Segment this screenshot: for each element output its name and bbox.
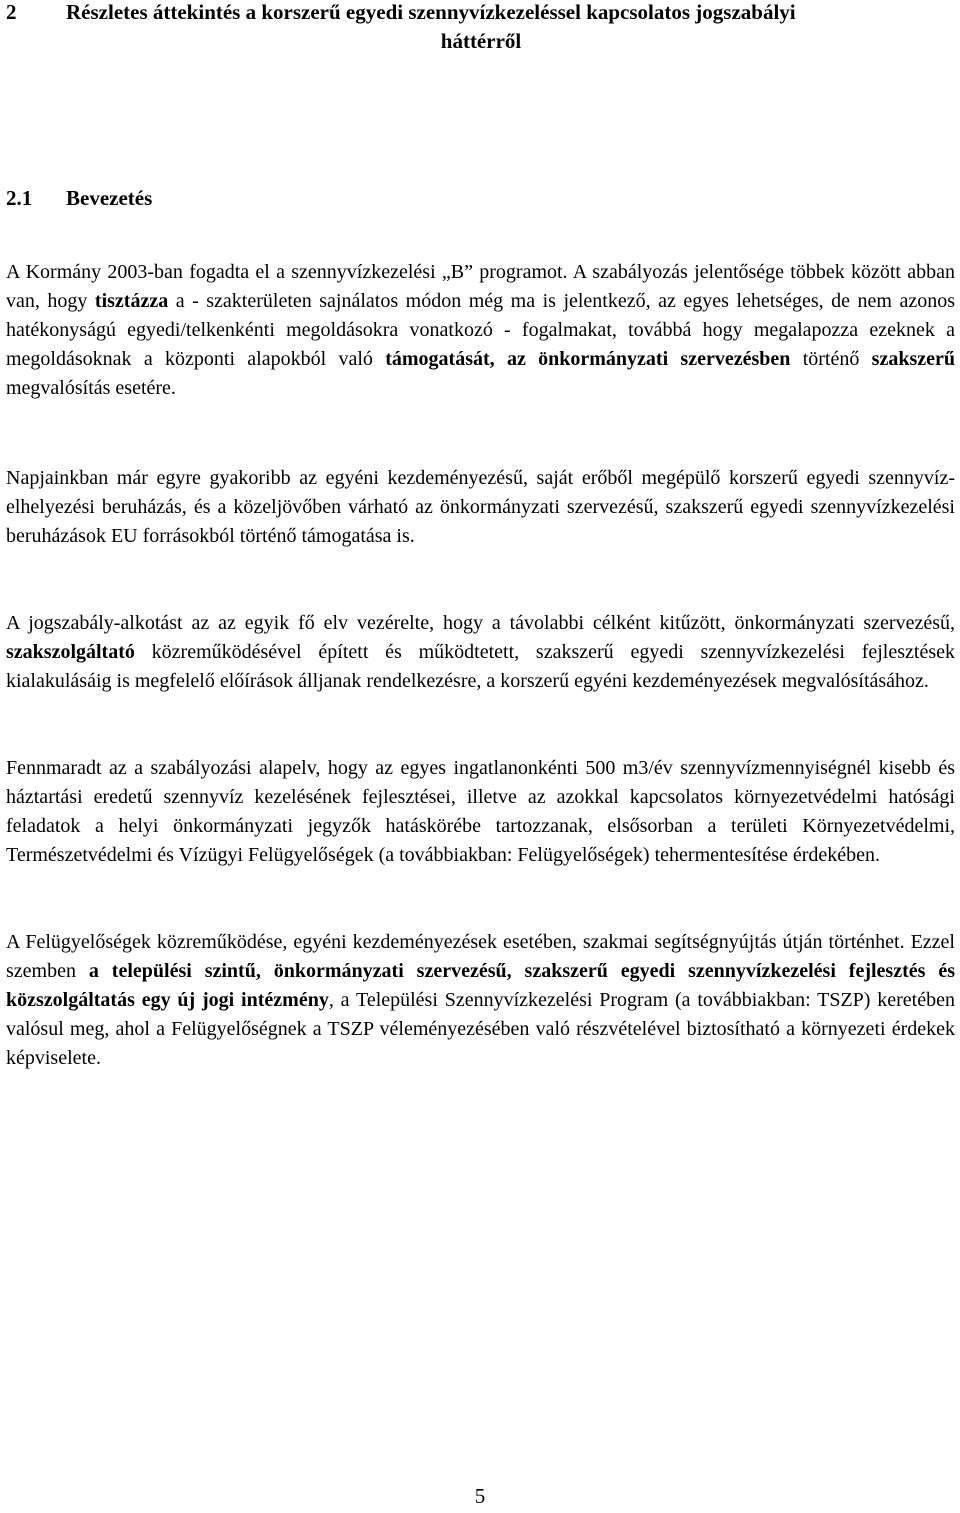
text-run: Napjainkban már egyre gyakoribb az egyéni kezdeményezésű, saját erőből megépülő korszerű egyedi szennyvíz-elhelyezési beruházás, és a közeljövőben várható az önkormányzati szervezésű, szakszerű egyedi szennyvízkezelési beruházások EU forrásokból történő támogatása is. (6, 467, 955, 547)
paragraph (6, 609, 955, 696)
bold-text-run: a települési szintű, önkormányzati szervezésű, szakszerű egyedi szennyvízkezelési fejlesztés és közszolgáltatás egy új jogi intézmény (6, 960, 955, 1011)
section-title-line-1: Részletes áttekintés a korszerű egyedi szennyvízkezeléssel kapcsolatos jogszabályi (66, 0, 796, 24)
text-run: megvalósítás esetére. (6, 377, 176, 399)
text-run: közreműködésével épített és működtetett, szakszerű egyedi szennyvízkezelési fejlesztések kialakulásáig is megfelelő előírások álljanak rendelkezésre, a korszerű egyéni kezdeményezések megvalósításához. (6, 641, 955, 692)
paragraph (6, 928, 955, 1073)
paragraph (6, 258, 955, 403)
text-run: történő (790, 348, 872, 370)
bold-text-run: támogatását, az önkormányzati szervezésben (385, 348, 791, 370)
text-run: , a Települési Szennyvízkezelési Program (a továbbiakban: TSZP) keretében valósul meg, ahol a Felügyelőségnek a TSZP véleményezésében való részvételével biztosítható a környezeti érdekek képviselete. (6, 989, 955, 1069)
bold-text-run: szakszolgáltató (6, 641, 135, 663)
text-run: Fennmaradt az a szabályozási alapelv, hogy az egyes ingatlanonkénti 500 m3/év szennyvízmennyiségnél kisebb és háztartási eredetű szennyvíz kezelésének fejlesztései, illetve az azokkal kapcsolatos környezetvédelmi hatósági feladatok a helyi önkormányzati jegyzők hatáskörébe tartozzanak, elsősorban a területi Környezetvédelmi, Természetvédelmi és Vízügyi Felügyelőségek (a továbbiakban: Felügyelőségek) tehermentesítése érdekében. (6, 757, 955, 866)
page-number: 5 (474, 1484, 486, 1508)
text-run: A Felügyelőségek közreműködése, egyéni kezdeményezések esetében, szakmai segítségnyújtás útján történhet. Ezzel szemben (6, 931, 955, 982)
subsection-number: 2.1 (6, 186, 33, 210)
paragraph (6, 754, 955, 870)
text-run: A Kormány 2003-ban fogadta el a szennyvízkezelési „B” programot. A szabályozás jelentősége többek között abban van, hogy (6, 261, 955, 312)
subsection-title: Bevezetés (66, 186, 153, 210)
section-number: 2 (6, 0, 17, 24)
text-run: a - szakterületen sajnálatos módon még ma is jelentkező, az egyes lehetséges, de nem azonos hatékonyságú egyedi/telkenkénti megoldásokra vonatkozó - fogalmakat, továbbá hogy megalapozza ezeknek a megoldásoknak a központi alapokból való (6, 290, 955, 370)
paragraph (6, 464, 955, 551)
text-run: A jogszabály-alkotást az az egyik fő elv vezérelte, hogy a távolabbi célként kitűzött, önkormányzati szervezésű, (6, 612, 955, 634)
bold-text-run: tisztázza (94, 290, 169, 312)
bold-text-run: szakszerű (871, 348, 955, 370)
section-title-line-2: háttérről (440, 29, 522, 53)
